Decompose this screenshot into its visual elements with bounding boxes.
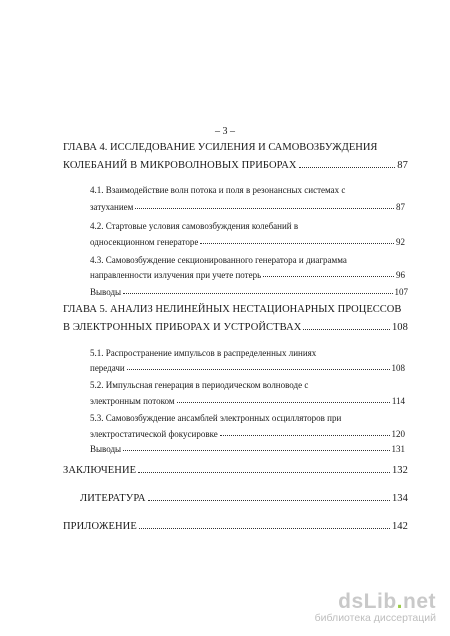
toc-entry-5-3[interactable] [90,429,405,439]
chapter-5-title-cont: В ЭЛЕКТРОННЫХ ПРИБОРАХ И УСТРОЙСТВАХ [63,322,302,333]
page-ref: 87 [396,202,405,212]
section-5-1-title: 5.1. Распространение импульсов в распределенных линиях [90,348,317,358]
page-ref: 114 [391,396,405,406]
page-ref: 96 [396,270,405,280]
leader-dots [127,369,390,370]
leader-dots [148,500,390,501]
section-4-2-title-cont: односекционном генераторе [90,237,199,247]
section-4-1-title-cont: затуханием [90,202,134,212]
leader-dots [135,208,394,209]
conclusions-label: Выводы [90,287,122,297]
toc-entry-5-2[interactable] [90,396,405,406]
toc-entry-chapter-5-conclusions[interactable] [90,444,405,454]
toc-entry-literature[interactable] [80,493,408,504]
toc-entry-conclusion[interactable] [63,465,408,476]
leader-dots [263,276,394,277]
literature-label: ЛИТЕРАТУРА [80,493,146,504]
chapter-4-title-cont: КОЛЕБАНИЙ В МИКРОВОЛНОВЫХ ПРИБОРАХ [63,160,297,171]
page-ref: 108 [391,322,408,333]
page-number: – 3 – [215,126,235,137]
page-ref: 108 [391,363,405,373]
leader-dots [123,293,392,294]
leader-dots [299,167,396,168]
section-5-2-title-cont: электронным потоком [90,396,175,406]
leader-dots [200,243,394,244]
watermark-subtitle: библиотека диссертаций [314,612,436,624]
section-5-3-title-cont: электростатической фокусировке [90,429,218,439]
leader-dots [177,402,390,403]
toc-entry-4-1[interactable] [90,202,405,212]
chapter-5-title: ГЛАВА 5. АНАЛИЗ НЕЛИНЕЙНЫХ НЕСТАЦИОНАРНЫХ ПРОЦЕССОВ [63,304,402,315]
page-ref: 92 [396,237,405,247]
page-ref: 134 [391,493,408,504]
page-ref: 132 [391,465,408,476]
leader-dots [138,472,390,473]
leader-dots [220,435,390,436]
section-5-1-title-cont: передачи [90,363,125,373]
section-5-3-title: 5.3. Самовозбуждение ансамблей электронных осцилляторов при [90,413,342,423]
leader-dots [303,329,389,330]
logo-tld: net [403,590,436,613]
leader-dots [123,450,389,451]
toc-entry-appendix[interactable] [63,521,408,532]
section-4-3-title: 4.3. Самовозбуждение секционированного генератора и диаграмма [90,255,347,265]
toc-entry-chapter-4-conclusions[interactable] [90,287,408,297]
watermark-logo [315,590,436,614]
section-4-3-title-cont: направленности излучения при учете потерь [90,270,262,280]
page-ref: 120 [391,429,405,439]
site-watermark[interactable] [315,590,436,624]
chapter-4-title: ГЛАВА 4. ИССЛЕДОВАНИЕ УСИЛЕНИЯ И САМОВОЗБУЖДЕНИЯ [63,142,378,153]
page-ref: 131 [391,444,405,454]
toc-entry-chapter-4[interactable] [63,160,408,171]
toc-entry-5-1[interactable] [90,363,405,373]
page-ref: 87 [397,160,408,171]
toc-entry-4-3[interactable] [90,270,405,280]
leader-dots [139,528,390,529]
section-5-2-title: 5.2. Импульсная генерация в периодическом волноводе с [90,380,309,390]
appendix-label: ПРИЛОЖЕНИЕ [63,521,137,532]
page-ref: 142 [391,521,408,532]
section-4-1-title: 4.1. Взаимодействие волн потока и поля в резонансных системах с [90,185,346,195]
logo-dot: . [396,590,403,613]
page-ref: 107 [394,287,408,297]
toc-entry-4-2[interactable] [90,237,405,247]
conclusion-label: ЗАКЛЮЧЕНИЕ [63,465,137,476]
conclusions-label: Выводы [90,444,122,454]
section-4-2-title: 4.2. Стартовые условия самовозбуждения колебаний в [90,221,299,231]
logo-main: dsLib [338,590,397,613]
toc-entry-chapter-5[interactable] [63,322,408,333]
